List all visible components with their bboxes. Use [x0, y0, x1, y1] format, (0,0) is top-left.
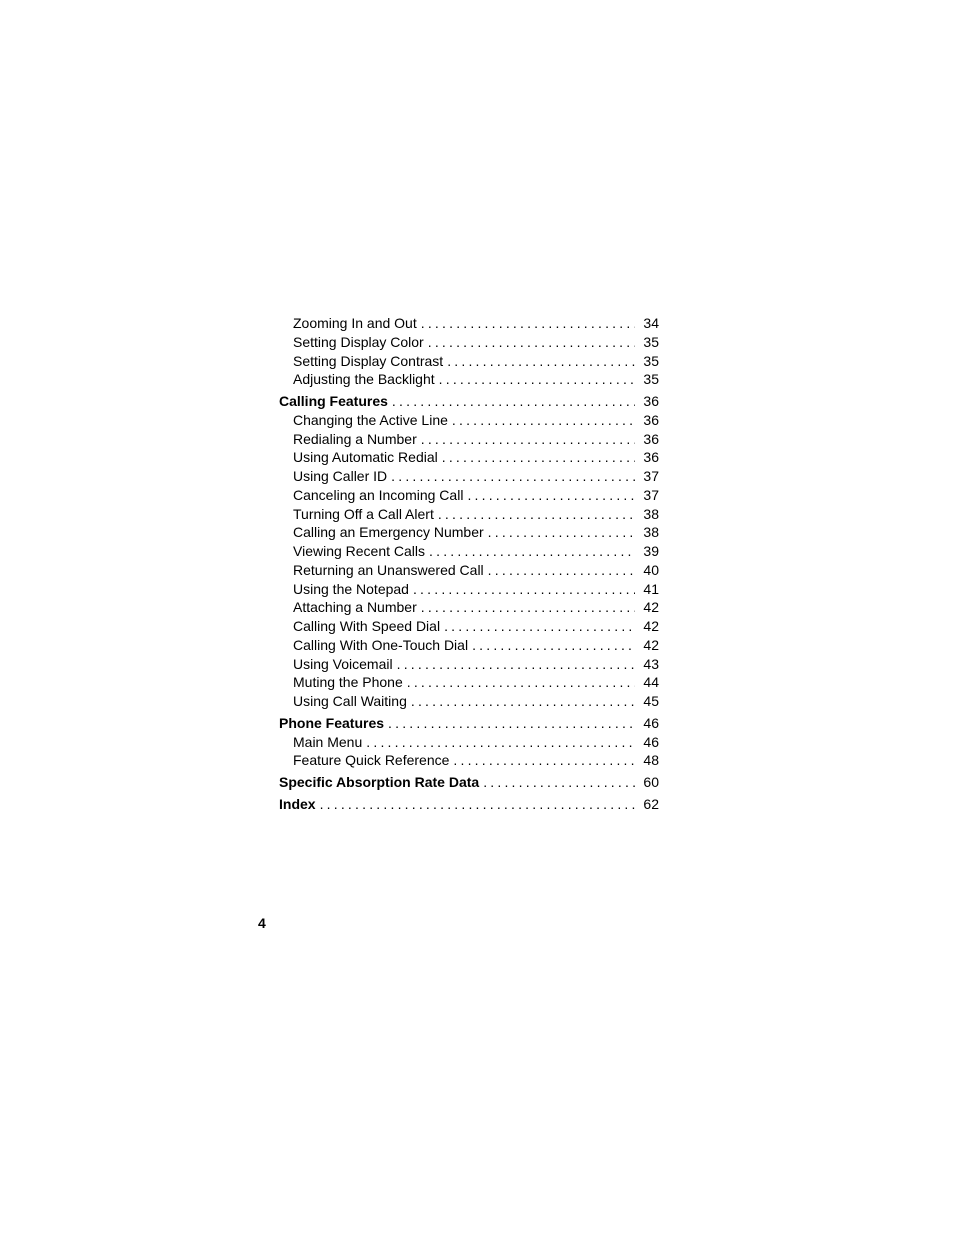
toc-entry-page: 41 [643, 580, 659, 597]
toc-entry-title: Redialing a Number [293, 430, 417, 447]
toc-entry [279, 673, 659, 692]
toc-entry-title: Attaching a Number [293, 599, 417, 616]
toc-leader-dots [413, 580, 635, 599]
toc-entry-page: 44 [643, 674, 659, 691]
toc-leader-dots [447, 352, 635, 371]
toc-entry-title: Changing the Active Line [293, 411, 448, 428]
toc-leader-dots [452, 411, 635, 430]
toc-entry [279, 598, 659, 617]
toc-entry-page: 46 [643, 733, 659, 750]
toc-entry [279, 448, 659, 467]
toc-entry-page: 36 [643, 411, 659, 428]
toc-entry [279, 314, 659, 333]
toc-entry-page: 34 [643, 315, 659, 331]
toc-entry-title: Muting the Phone [293, 674, 403, 691]
toc-leader-dots [391, 467, 635, 486]
toc-entry [279, 523, 659, 542]
toc-entry-page: 62 [643, 795, 659, 812]
toc-entry-page: 35 [643, 371, 659, 388]
toc-entry-title: Phone Features [279, 714, 385, 731]
toc-leader-dots [366, 733, 635, 752]
toc-entry [279, 467, 659, 486]
toc-leader-dots [439, 370, 635, 389]
toc-entry [279, 430, 659, 449]
toc-entry [279, 352, 659, 371]
toc-entry-page: 45 [643, 693, 659, 709]
toc-entry-title: Calling With Speed Dial [293, 618, 441, 634]
toc-entry-page: 40 [643, 561, 659, 578]
toc-entry [279, 617, 659, 636]
toc-entry-title: Main Menu [293, 733, 363, 750]
toc-leader-dots [388, 714, 635, 733]
toc-entry [279, 692, 659, 711]
toc-leader-dots [438, 505, 635, 524]
toc-entry-title: Using the Notepad [293, 580, 409, 597]
toc-entry-title: Zooming In and Out [293, 315, 417, 331]
toc-entry-title: Canceling an Incoming Call [293, 486, 464, 503]
toc-entry [279, 655, 659, 674]
toc-section-entry [279, 795, 659, 814]
toc-leader-dots [428, 333, 635, 352]
toc-leader-dots [421, 598, 635, 617]
toc-entry-page: 38 [643, 524, 659, 541]
toc-entry-title: Adjusting the Backlight [293, 371, 435, 388]
toc-entry-page: 36 [643, 430, 659, 447]
toc-entry [279, 333, 659, 352]
toc-leader-dots [421, 314, 635, 333]
toc-entry [279, 561, 659, 580]
toc-entry [279, 411, 659, 430]
toc-entry-title: Returning an Unanswered Call [293, 561, 484, 578]
toc-leader-dots [421, 430, 635, 449]
toc-section-entry [279, 714, 659, 733]
toc-leader-dots [392, 392, 635, 411]
toc-leader-dots [442, 448, 635, 467]
toc-entry-title: Specific Absorption Rate Data [279, 774, 480, 790]
toc-section-entry [279, 773, 659, 792]
toc-section-entry [279, 392, 659, 411]
toc-entry-page: 39 [643, 543, 659, 559]
toc-entry-page: 60 [643, 774, 659, 790]
toc-entry-title: Calling Features [279, 393, 388, 409]
toc-leader-dots [397, 655, 635, 674]
toc-leader-dots [453, 751, 635, 770]
toc-entry-page: 38 [643, 505, 659, 522]
toc-entry [279, 751, 659, 770]
toc-entry-title: Calling With One-Touch Dial [293, 636, 469, 653]
toc-entry-page: 42 [643, 599, 659, 616]
toc-entry [279, 636, 659, 655]
toc-entry-title: Setting Display Contrast [293, 352, 444, 369]
toc-entry-title: Calling an Emergency Number [293, 524, 484, 541]
toc-leader-dots [429, 542, 635, 561]
toc-entry-title: Index [279, 795, 316, 812]
toc-leader-dots [488, 523, 635, 542]
toc-leader-dots [488, 561, 635, 580]
toc-entry [279, 370, 659, 389]
toc-entry-page: 42 [643, 618, 659, 634]
toc-entry [279, 486, 659, 505]
toc-entry-page: 37 [643, 486, 659, 503]
toc-entry-page: 35 [643, 333, 659, 350]
toc-entry-title: Turning Off a Call Alert [293, 505, 434, 522]
toc-entry-title: Using Automatic Redial [293, 449, 438, 466]
toc-leader-dots [320, 795, 635, 814]
toc-entry-title: Using Voicemail [293, 655, 393, 672]
toc-entry [279, 733, 659, 752]
toc-entry [279, 580, 659, 599]
page-number: 4 [258, 915, 266, 931]
toc-entry-title: Using Caller ID [293, 468, 388, 484]
toc-entry-page: 43 [643, 655, 659, 672]
toc-leader-dots [411, 692, 635, 711]
toc-leader-dots [444, 617, 635, 636]
toc-entry-title: Setting Display Color [293, 333, 424, 350]
toc-leader-dots [467, 486, 635, 505]
toc-leader-dots [407, 673, 635, 692]
toc-entry [279, 505, 659, 524]
toc-entry-title: Using Call Waiting [293, 693, 407, 709]
table-of-contents [279, 314, 659, 814]
toc-leader-dots [472, 636, 635, 655]
toc-entry-page: 48 [643, 752, 659, 769]
toc-entry-title: Feature Quick Reference [293, 752, 450, 769]
toc-entry-page: 35 [643, 352, 659, 369]
toc-entry-page: 46 [643, 714, 659, 731]
toc-entry [279, 542, 659, 561]
toc-entry-page: 36 [643, 393, 659, 409]
toc-leader-dots [483, 773, 635, 792]
toc-entry-page: 42 [643, 636, 659, 653]
toc-entry-page: 36 [643, 449, 659, 466]
toc-entry-title: Viewing Recent Calls [293, 543, 426, 559]
toc-entry-page: 37 [643, 468, 659, 484]
